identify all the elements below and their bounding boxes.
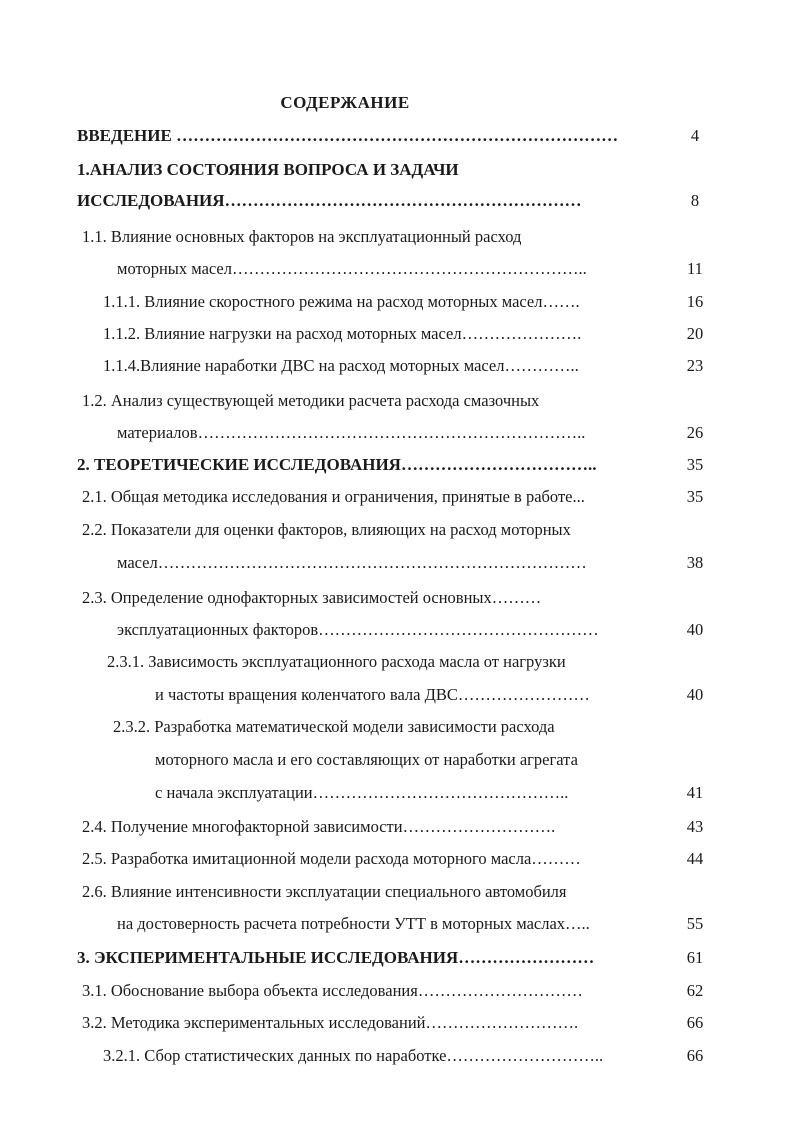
toc-page-ch1: 8 [690, 191, 700, 210]
toc-line-s1-2-l1: 1.2. Анализ существующей методики расчета расхода смазочных [82, 391, 540, 410]
toc-line-s1-1-2: 1.1.2. Влияние нагрузки на расход моторных масел…………………. [103, 324, 582, 343]
toc-page-s1-1-4: 23 [686, 356, 704, 375]
toc-page-s2-3: 40 [686, 620, 704, 639]
toc-page-s2-3-1: 40 [686, 685, 704, 704]
toc-line-s1-2-l2: материалов…………………………………………………………….. [117, 423, 586, 442]
toc-line-ch1-l2: ИССЛЕДОВАНИЯ……………………………………………………… [77, 191, 582, 210]
toc-page-ch3: 61 [686, 948, 704, 967]
toc-line-s2-3-1-l2: и частоты вращения коленчатого вала ДВС…………………… [155, 685, 590, 704]
toc-line-s2-4: 2.4. Получение многофакторной зависимости………………………. [82, 817, 556, 836]
toc-page-s3-1: 62 [686, 981, 704, 1000]
toc-page-s2-6: 55 [686, 914, 704, 933]
toc-page-ch2: 35 [686, 455, 704, 474]
toc-page-s1-1-2: 20 [686, 324, 704, 343]
toc-line-s2-6-l2: на достоверность расчета потребности УТТ в моторных маслах….. [117, 914, 590, 933]
toc-page-s1-2: 26 [686, 423, 704, 442]
page-title: СОДЕРЖАНИЕ [280, 93, 410, 112]
toc-line-intro: ВВЕДЕНИЕ …………………………………………………………………… [77, 126, 619, 145]
toc-line-s2-3-2-l2: моторного масла и его составляющих от наработки агрегата [155, 750, 578, 769]
toc-line-s3-2: 3.2. Методика экспериментальных исследований………………………. [82, 1013, 579, 1032]
toc-line-s1-1-1: 1.1.1. Влияние скоростного режима на расход моторных масел……. [103, 292, 580, 311]
toc-line-s3-2-1: 3.2.1. Сбор статистических данных по наработке……………………….. [103, 1046, 604, 1065]
toc-line-s2-6-l1: 2.6. Влияние интенсивности эксплуатации специального автомобиля [82, 882, 567, 901]
toc-line-s2-3-l1: 2.3. Определение однофакторных зависимостей основных……… [82, 588, 542, 607]
toc-line-s2-3-2-l1: 2.3.2. Разработка математической модели зависимости расхода [113, 717, 555, 736]
toc-line-ch1-l1: 1.АНАЛИЗ СОСТОЯНИЯ ВОПРОСА И ЗАДАЧИ [77, 160, 459, 179]
toc-line-s2-1: 2.1. Общая методика исследования и ограничения, принятые в работе... [82, 487, 585, 506]
toc-page-s2-3-2: 41 [686, 783, 704, 802]
toc-page-s2-5: 44 [686, 849, 704, 868]
toc-line-s1-1-4: 1.1.4.Влияние наработки ДВС на расход моторных масел………….. [103, 356, 579, 375]
toc-line-s3-1: 3.1. Обоснование выбора объекта исследования………………………… [82, 981, 583, 1000]
toc-line-s2-2-l2: масел…………………………………………………………………… [117, 553, 587, 572]
toc-line-s2-3-1-l1: 2.3.1. Зависимость эксплуатационного расхода масла от нагрузки [107, 652, 566, 671]
toc-page-intro: 4 [690, 126, 700, 145]
toc-line-s2-2-l1: 2.2. Показатели для оценки факторов, влияющих на расход моторных [82, 520, 571, 539]
toc-page-s2-1: 35 [686, 487, 704, 506]
toc-line-s1-1-l2: моторных масел……………………………………………………….. [117, 259, 587, 278]
toc-page-s1-1-1: 16 [686, 292, 704, 311]
toc-page-s1-1: 11 [687, 259, 703, 278]
toc-line-s2-3-l2: эксплуатационных факторов…………………………………………… [117, 620, 599, 639]
toc-line-ch3: 3. ЭКСПЕРИМЕНТАЛЬНЫЕ ИССЛЕДОВАНИЯ…………………… [77, 948, 595, 967]
toc-line-ch2: 2. ТЕОРЕТИЧЕСКИЕ ИССЛЕДОВАНИЯ…………………………….. [77, 455, 597, 474]
toc-page-s3-2: 66 [686, 1013, 704, 1032]
toc-line-s2-3-2-l3: с начала эксплуатации……………………………………….. [155, 783, 569, 802]
toc-page-s2-4: 43 [686, 817, 704, 836]
toc-line-s1-1-l1: 1.1. Влияние основных факторов на эксплуатационный расход [82, 227, 522, 246]
toc-page-s3-2-1: 66 [686, 1046, 704, 1065]
toc-page-s2-2: 38 [686, 553, 704, 572]
toc-line-s2-5: 2.5. Разработка имитационной модели расхода моторного масла……… [82, 849, 581, 868]
